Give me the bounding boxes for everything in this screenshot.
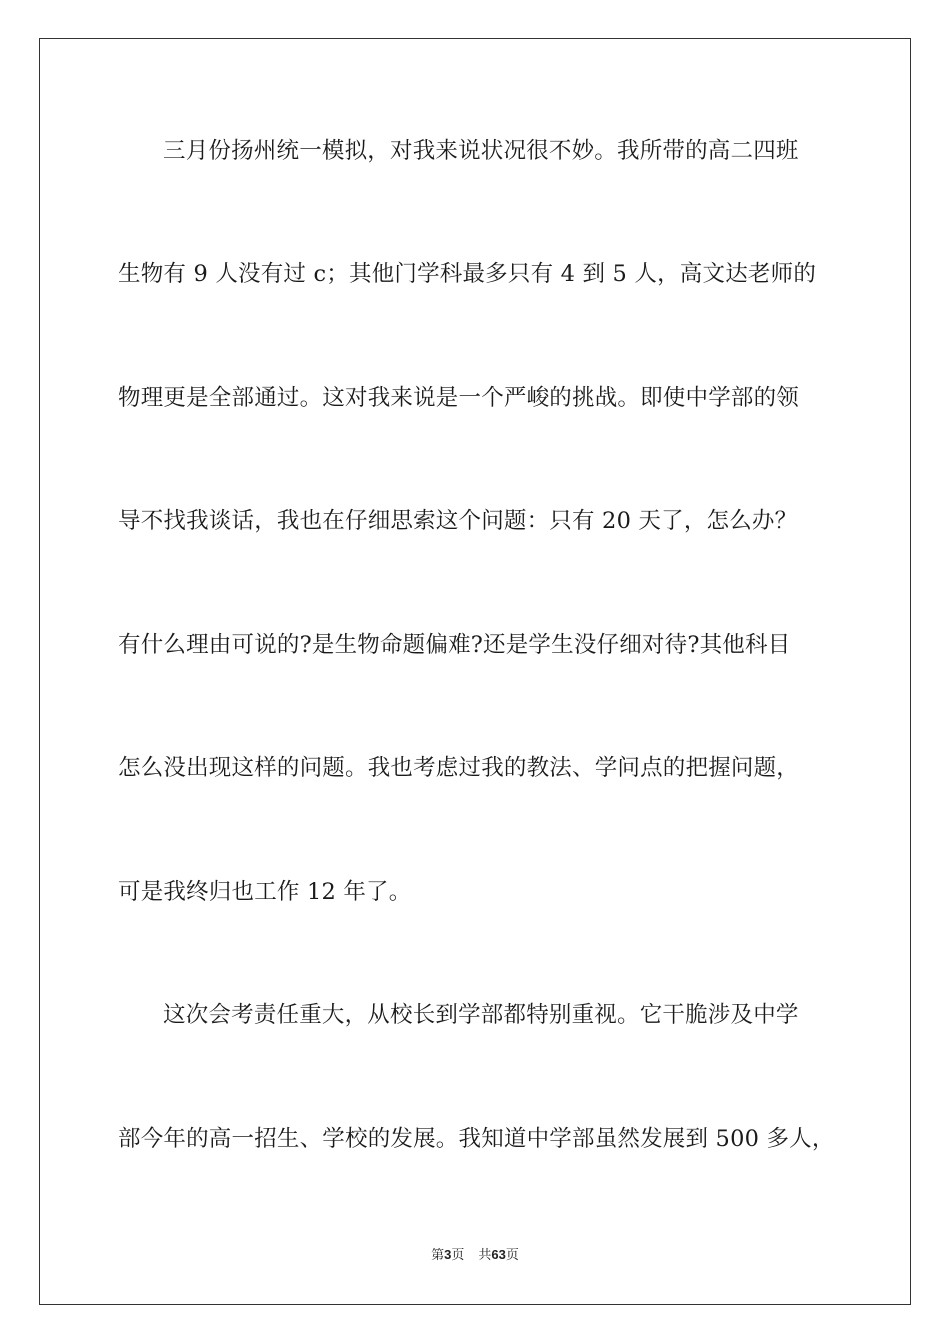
text-line: 部今年的高一招生、学校的发展。我知道中学部虽然发展到 500 多人， — [118, 1126, 835, 1152]
total-suffix: 页 — [505, 1248, 519, 1263]
text-line: 三月份扬州统一模拟，对我来说状况很不妙。我所带的高二四班 — [163, 138, 799, 164]
total-prefix: 共 — [478, 1248, 492, 1263]
text-line: 生物有 9 人没有过 c；其他门学科最多只有 4 到 5 人，高文达老师的 — [118, 261, 817, 287]
page-number: 3 — [444, 1247, 452, 1262]
total-pages: 63 — [491, 1247, 506, 1262]
text-line: 怎么没出现这样的问题。我也考虑过我的教法、学问点的把握问题， — [118, 755, 800, 781]
text-line: 物理更是全部通过。这对我来说是一个严峻的挑战。即使中学部的领 — [118, 385, 800, 411]
text-line: 这次会考责任重大，从校长到学部都特别重视。它干脆涉及中学 — [163, 1002, 799, 1028]
page-footer — [0, 1246, 950, 1265]
page-suffix: 页 — [451, 1248, 465, 1263]
text-line: 导不找我谈话，我也在仔细思索这个问题：只有 20 天了，怎么办？ — [118, 508, 798, 534]
text-line: 有什么理由可说的?是生物命题偏难?还是学生没仔细对待?其他科目 — [118, 632, 791, 658]
text-line: 可是我终归也工作 12 年了。 — [118, 879, 412, 905]
page-prefix: 第 — [431, 1248, 445, 1263]
page-border — [39, 38, 911, 1305]
